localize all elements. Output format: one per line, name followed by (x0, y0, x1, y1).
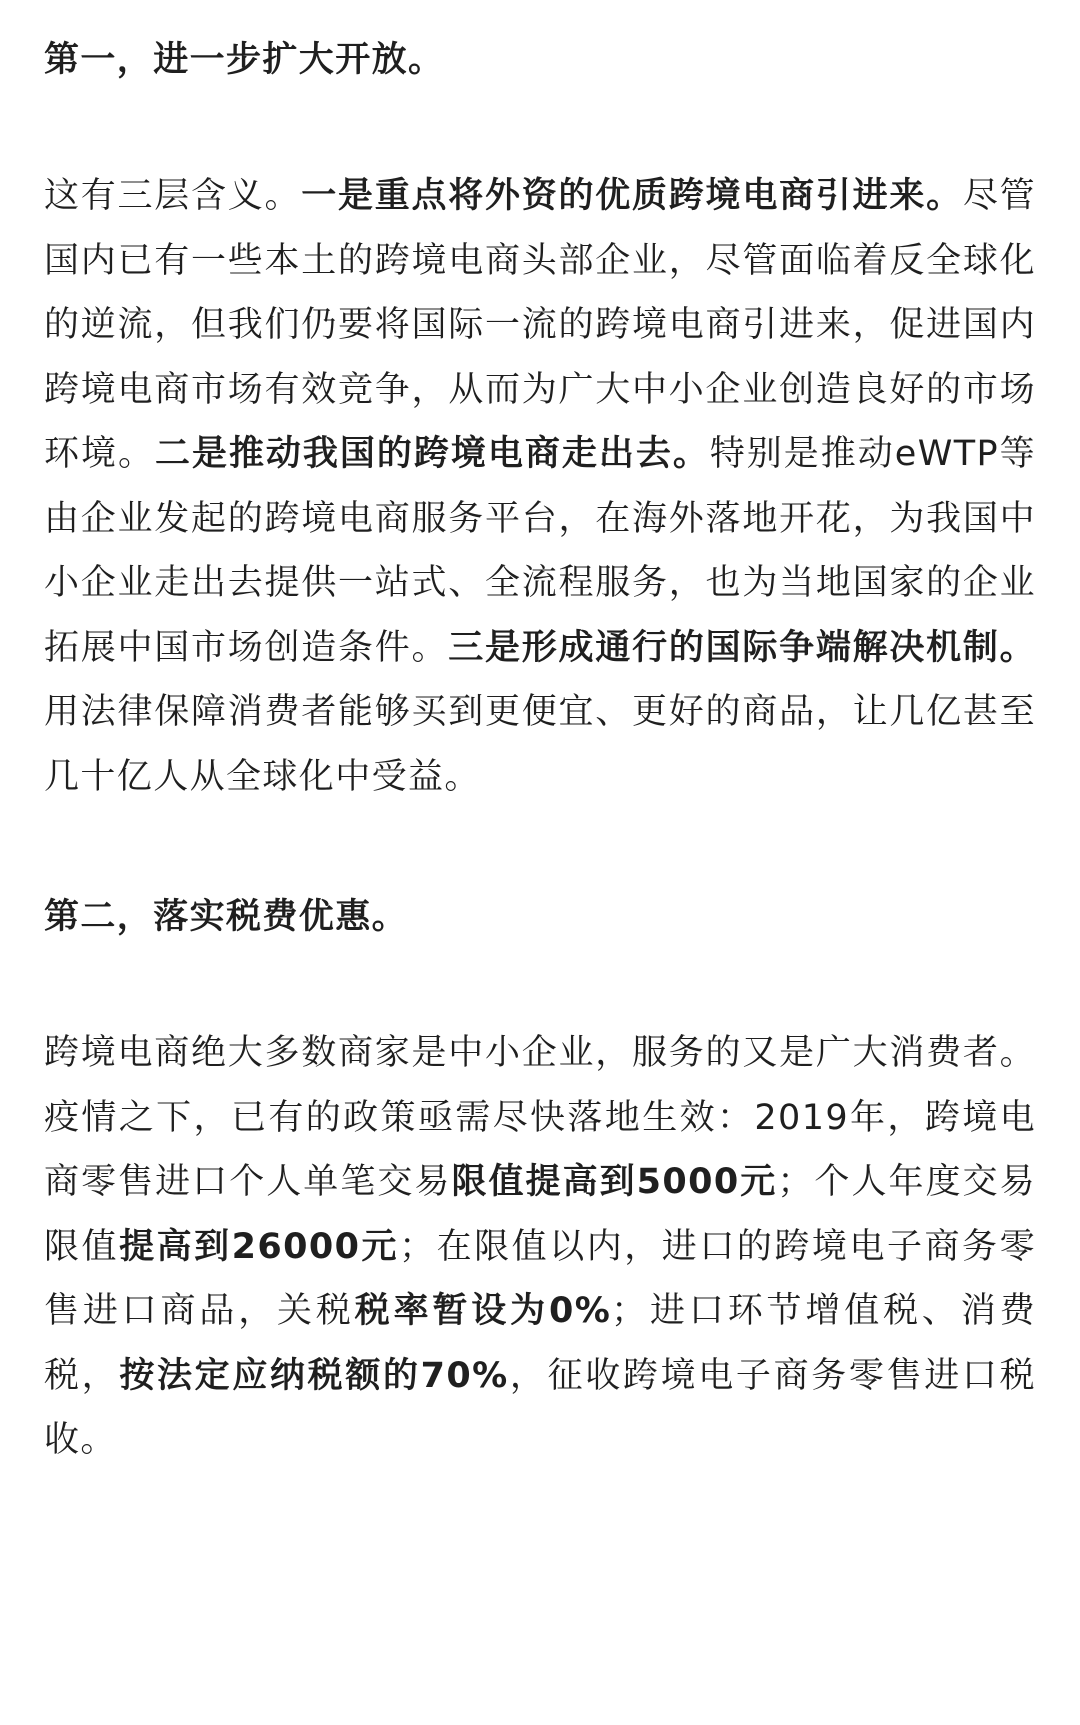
text-run: ；个人年度交易限值 (44, 1162, 1036, 1267)
bold-text-run: 按法定应纳税额的70% (119, 1355, 509, 1396)
paragraph-expand-opening (44, 164, 1036, 809)
spacer (44, 809, 1036, 885)
bold-text-run: 二是推动我国的跨境电商走出去。 (154, 434, 710, 474)
text-run: 特别是推动eWTP等由企业发起的跨境电商服务平台，在海外落地开花，为我国中小企业走出去提供一站式、全流程服务，也为当地国家的企业拓展中国市场创造条件。 (44, 434, 1036, 668)
bold-text-run: 税率暂设为0% (354, 1291, 612, 1331)
bold-text-run: 提高到26000元 (119, 1226, 400, 1267)
section-heading-tax-benefits: 第二，落实税费优惠。 (44, 897, 409, 937)
spacer (44, 949, 1036, 1021)
text-run: ，征收跨境电子商务零售进口税收。 (44, 1355, 1036, 1460)
bold-text-run: 限值提高到5000元 (451, 1162, 778, 1202)
text-run: ；进口环节增值税、消费税， (44, 1291, 1036, 1396)
text-run: 这有三层含义。 (44, 176, 302, 216)
text-run: 尽管国内已有一些本土的跨境电商头部企业，尽管面临着反全球化的逆流，但我们仍要将国际一流的跨境电商引进来，促进国内跨境电商市场有效竞争，从而为广大中小企业创造良好的市场环境。 (44, 176, 1036, 474)
paragraph-tax-benefits (44, 1021, 1036, 1473)
bold-text-run: 三是形成通行的国际争端解决机制。 (448, 627, 1036, 668)
bold-text-run: 一是重点将外资的优质跨境电商引进来。 (301, 176, 963, 216)
text-run: ；在限值以内，进口的跨境电子商务零售进口商品，关税 (44, 1226, 1036, 1331)
text-run: 跨境电商绝大多数商家是中小企业，服务的又是广大消费者。疫情之下，已有的政策亟需尽快落地生效：2019年，跨境电商零售进口个人单笔交易 (44, 1033, 1036, 1202)
section-heading-expand-opening: 第一，进一步扩大开放。 (44, 40, 445, 80)
spacer (44, 92, 1036, 164)
text-run: 用法律保障消费者能够买到更便宜、更好的商品，让几亿甚至几十亿人从全球化中受益。 (44, 692, 1036, 797)
